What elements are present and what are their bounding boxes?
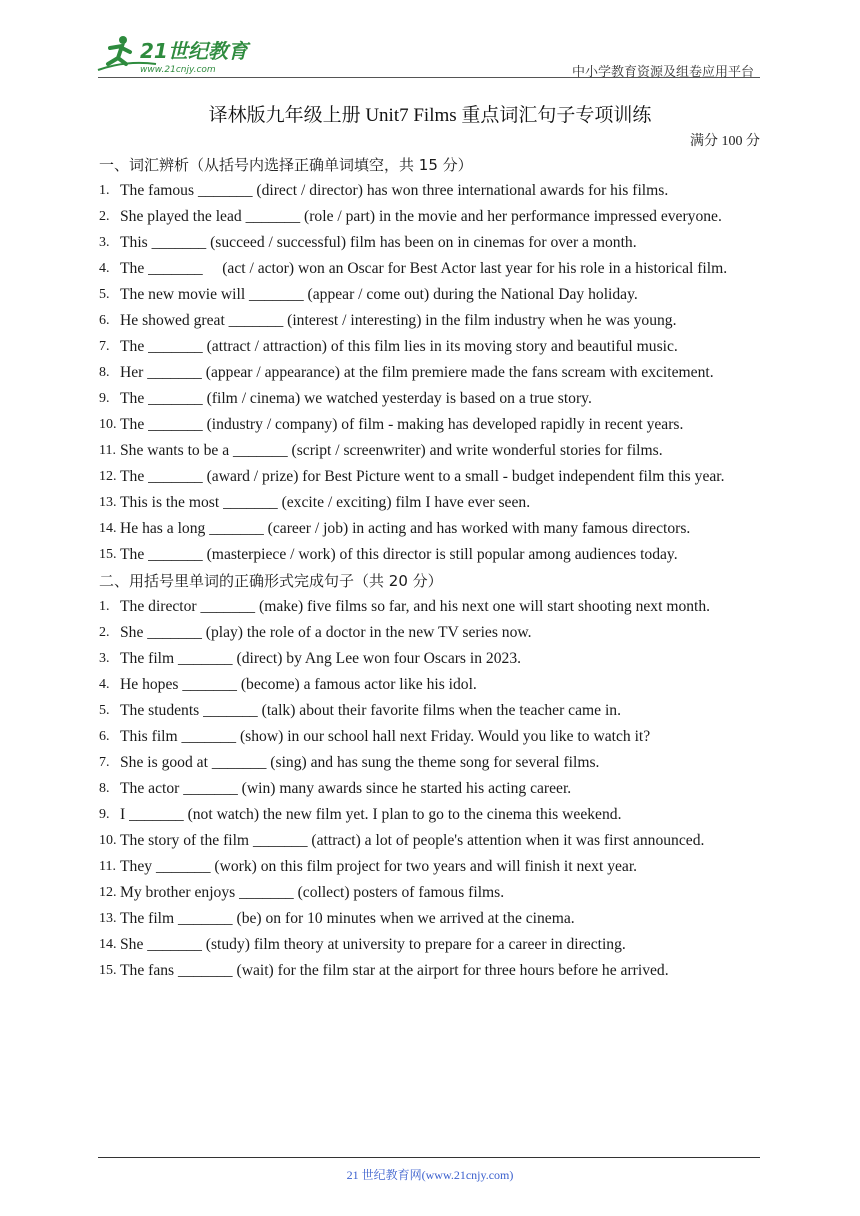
question-text: He showed great _______ (interest / interesting) in the film industry when he was young. — [120, 312, 677, 329]
question-number: 14. — [99, 521, 117, 536]
question-number: 10. — [99, 417, 117, 432]
question-number: 11. — [99, 859, 116, 874]
question-item — [99, 360, 763, 386]
question-number: 1. — [99, 599, 110, 614]
question-number: 8. — [99, 781, 110, 796]
question-text: She is good at _______ (sing) and has sung the theme song for several films. — [120, 754, 600, 771]
question-item — [99, 880, 763, 906]
question-number: 14. — [99, 937, 117, 952]
question-number: 15. — [99, 547, 117, 562]
question-number: 2. — [99, 625, 110, 640]
question-text: The story of the film _______ (attract) a lot of people's attention when it was first announced. — [120, 832, 705, 849]
question-item — [99, 178, 763, 204]
question-text: The fans _______ (wait) for the film star at the airport for three hours before he arrived. — [120, 962, 669, 979]
question-item — [99, 620, 763, 646]
question-item — [99, 542, 763, 568]
question-number: 12. — [99, 885, 117, 900]
question-item — [99, 230, 763, 256]
question-item — [99, 490, 763, 516]
question-text: He has a long _______ (career / job) in acting and has worked with many famous directors. — [120, 520, 691, 537]
question-text: The film _______ (direct) by Ang Lee won four Oscars in 2023. — [120, 650, 522, 667]
question-number: 7. — [99, 755, 110, 770]
question-number: 13. — [99, 495, 117, 510]
question-item — [99, 204, 763, 230]
exercise-content — [99, 152, 763, 984]
question-item — [99, 932, 763, 958]
question-item — [99, 516, 763, 542]
question-number: 5. — [99, 703, 110, 718]
question-text: They _______ (work) on this film project for two years and will finish it next year. — [120, 858, 638, 875]
logo — [96, 34, 266, 76]
question-text: This is the most _______ (excite / exciting) film I have ever seen. — [120, 494, 531, 511]
question-item — [99, 334, 763, 360]
question-item — [99, 646, 763, 672]
question-text: The famous _______ (direct / director) has won three international awards for his films. — [120, 182, 669, 199]
question-item — [99, 750, 763, 776]
question-number: 7. — [99, 339, 110, 354]
question-text: The _______ (act / actor) won an Oscar for Best Actor last year for his role in a historical film. — [120, 260, 728, 277]
question-number: 4. — [99, 677, 110, 692]
question-item — [99, 906, 763, 932]
question-text: The _______ (masterpiece / work) of this director is still popular among audiences today. — [120, 546, 678, 563]
platform-name: 中小学教育资源及组卷应用平台 — [571, 64, 754, 79]
logo-url: www.21cnjy.com — [140, 65, 216, 75]
question-item — [99, 594, 763, 620]
question-item — [99, 256, 763, 282]
question-item — [99, 438, 763, 464]
question-number: 5. — [99, 287, 110, 302]
question-item — [99, 464, 763, 490]
question-item — [99, 698, 763, 724]
question-number: 3. — [99, 235, 110, 250]
question-number: 9. — [99, 807, 110, 822]
question-number: 3. — [99, 651, 110, 666]
question-number: 13. — [99, 911, 117, 926]
question-text: The students _______ (talk) about their favorite films when the teacher came in. — [120, 702, 622, 719]
page-title: 译林版九年级上册 Unit7 Films 重点词汇句子专项训练 — [208, 105, 652, 126]
question-text: The actor _______ (win) many awards since he started his acting career. — [120, 780, 572, 797]
question-item — [99, 282, 763, 308]
footer-text: 21 世纪教育网(www.21cnjy.com) — [346, 1168, 514, 1182]
question-number: 11. — [99, 443, 116, 458]
question-text: The _______ (industry / company) of film - making has developed rapidly in recent years. — [120, 416, 684, 433]
question-text: She _______ (study) film theory at university to prepare for a career in directing. — [120, 936, 626, 953]
question-text: She played the lead _______ (role / part) in the movie and her performance impressed everyone. — [120, 208, 722, 225]
question-text: She _______ (play) the role of a doctor in the new TV series now. — [120, 624, 532, 641]
question-number: 10. — [99, 833, 117, 848]
question-item — [99, 802, 763, 828]
question-text: I _______ (not watch) the new film yet. I plan to go to the cinema this weekend. — [120, 806, 622, 823]
question-text: The new movie will _______ (appear / come out) during the National Day holiday. — [120, 286, 638, 303]
question-item — [99, 412, 763, 438]
logo-text: 21世纪教育 — [140, 39, 248, 63]
question-item — [99, 308, 763, 334]
section-heading: 一、词汇辨析（从括号内选择正确单词填空，共 15 分） — [99, 156, 473, 174]
question-text: Her _______ (appear / appearance) at the film premiere made the fans scream with excitement. — [120, 364, 714, 381]
footer-divider — [98, 1157, 760, 1158]
question-number: 9. — [99, 391, 110, 406]
question-text: This film _______ (show) in our school hall next Friday. Would you like to watch it? — [120, 728, 651, 745]
question-text: The _______ (award / prize) for Best Picture went to a small - budget independent film this year. — [120, 468, 725, 485]
page-header — [0, 0, 860, 80]
question-number: 4. — [99, 261, 110, 276]
question-item — [99, 672, 763, 698]
question-text: This _______ (succeed / successful) film has been on in cinemas for over a month. — [120, 234, 637, 251]
question-text: The film _______ (be) on for 10 minutes when we arrived at the cinema. — [120, 910, 575, 927]
header-divider — [98, 77, 760, 78]
question-text: He hopes _______ (become) a famous actor like his idol. — [120, 676, 477, 693]
total-score: 满分 100 分 — [690, 134, 760, 149]
question-item — [99, 854, 763, 880]
question-item — [99, 724, 763, 750]
question-item — [99, 828, 763, 854]
question-text: The director _______ (make) five films so far, and his next one will start shooting next month. — [120, 598, 711, 615]
question-number: 12. — [99, 469, 117, 484]
question-text: The _______ (attract / attraction) of this film lies in its moving story and beautiful music. — [120, 338, 678, 355]
question-item — [99, 386, 763, 412]
question-number: 2. — [99, 209, 110, 224]
question-number: 6. — [99, 729, 110, 744]
question-text: The _______ (film / cinema) we watched yesterday is based on a true story. — [120, 390, 592, 407]
question-number: 6. — [99, 313, 110, 328]
question-number: 1. — [99, 183, 110, 198]
question-item — [99, 776, 763, 802]
question-number: 8. — [99, 365, 110, 380]
question-number: 15. — [99, 963, 117, 978]
question-text: She wants to be a _______ (script / screenwriter) and write wonderful stories for films. — [120, 442, 663, 459]
section-heading: 二、用括号里单词的正确形式完成句子（共 20 分） — [99, 572, 443, 590]
question-text: My brother enjoys _______ (collect) posters of famous films. — [120, 884, 505, 901]
question-item — [99, 958, 763, 984]
